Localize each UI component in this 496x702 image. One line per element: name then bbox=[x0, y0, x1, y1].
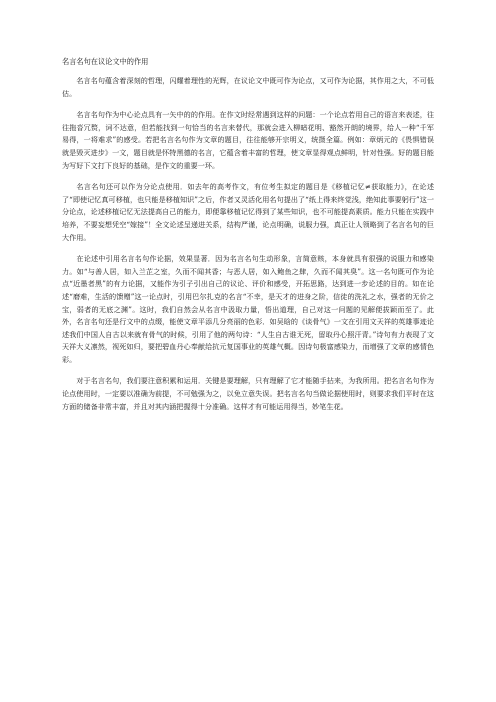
paragraph-conclusion: 对于名言名句，我们要注意积累和运用．关键是要理解，只有理解了它才能随手拈来，为我所用。把名言名句作为论点使用时，一定要以准确为前提，不可勉强为之，以免立意失误。把名言名句当做论据使用时，则要求我们平时在这方面的储备非常丰富，并且对其内涵把握得十分准确。这样才有可能运用得当，妙笔生花。 bbox=[62, 376, 434, 411]
paragraph-intro: 名言名句蕴含着深刻的哲理，闪耀着理性的光辉，在议论文中既可作为论点，又可作为论据，其作用之大，不可低估。 bbox=[62, 76, 434, 98]
document-page bbox=[62, 57, 434, 422]
paragraph-sub-argument: 名言名句还可以作为分论点使用．如去年的高考作文，有位考生拟定的题目是《移植记忆≠获取能力》，在论述了“即使记忆真可移植，也只能是移植知识”之后，作者又灵活化用名句提出了“纸上得来终觉浅，绝知此事要躬行”这一分论点，论述移植记忆无法提高自己的能力，即便靠移植记忆得到了某些知识，也不可能提高素质。能力只能在实践中培养，不要妄想凭空“嫁接”！全文论述呈递进关系，结构严谨，论点明确，说服力强，真正让人领略到了名言名句的巨大作用。 bbox=[62, 182, 434, 242]
document-title: 名言名句在议论文中的作用 bbox=[62, 57, 149, 66]
paragraph-evidence: 在论述中引用名言名句作论据，效果显著．因为名言名句生动形象，言简意赅，本身就具有很强的说服力和感染力。如“与善人居，如入兰芷之室，久而不闻其香；与恶人居，如入鲍鱼之肆，久而不闻其臭”。这一名句既可作为论点“近墨者黑”的有力论据，又能作为引子引出自己的议论、评价和感受，开拓思路，达到进一步论述的目的。如在论述“磨难，生活的馈赠”这一论点时，引用巴尔扎克的名言“不幸，是天才的进身之阶，信徒的洗礼之水，强者的无价之宝，弱者的无底之渊”。这时，我们自然会从名言中汲取力量，悟出道理，自己对这一问题的见解便拔颖而至了。此外，名言名句还是行文中的点缀，能使文章平添几分亮丽的色彩．如吴晗的《谈骨气》一文在引用文天祥的英雄事迹论述我们中国人自古以来就有骨气的时候，引用了他的两句诗：“人生自古谁无死，留取丹心照汗青。”诗句有力表现了文天祥大义凛然，视死如归，要把碧血丹心奉献给抗元复国事业的英雄气概。因诗句极富感染力，而增强了文章的感情色彩。 bbox=[62, 254, 434, 364]
paragraph-central-argument: 名言名句作为中心论点具有一矢中的的作用。在作文时经常遇到这样的问题：一个论点若用自己的语言来表述，往往拖沓冗赘，词不达意，但若能找到一句恰当的名言来替代，那就会进入柳暗花明、豁然开朗的境界，给人一种“千军易得，一将难求”的感受。若把名言名句作为文章的题目，往往能够开宗明义，统摄全篇。例如：章炳元的《畏惧错误就是毁灭进步》一文，题目就是怀特黑德的名言，它蕴含着丰富的哲理，使文章显得观点鲜明，针对性强。好的题目能为写好下文打下良好的基础，是作文的重要一环。 bbox=[62, 110, 434, 170]
